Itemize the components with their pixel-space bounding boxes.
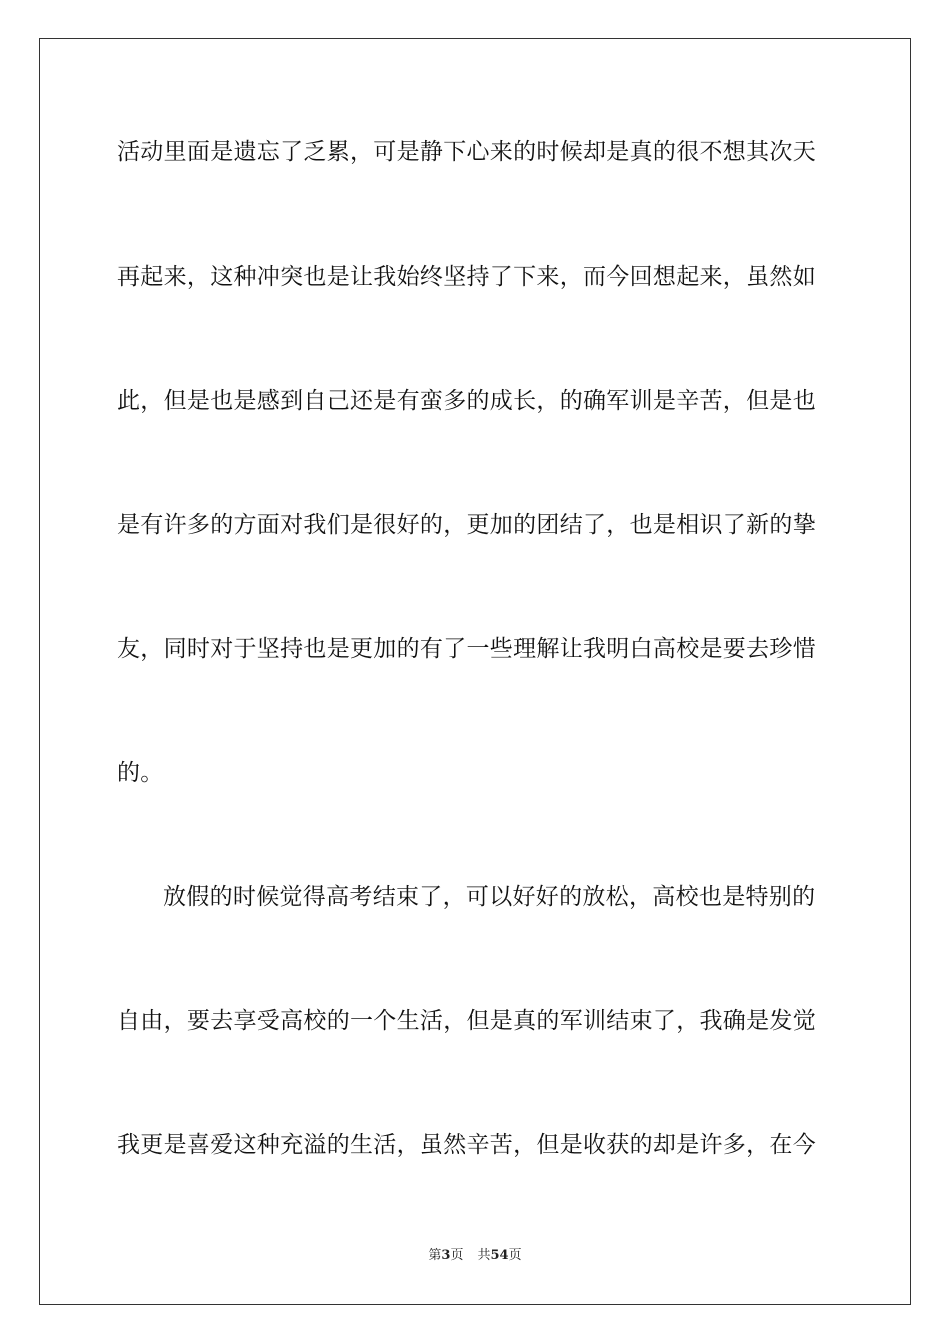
page-footer <box>0 1247 950 1265</box>
total-label-suffix: 页 <box>508 1248 522 1263</box>
body-text-line: 我更是喜爱这种充溢的生活，虽然辛苦，但是收获的却是许多，在今 <box>117 1132 816 1158</box>
body-text-line: 再起来，这种冲突也是让我始终坚持了下来，而今回想起来，虽然如 <box>117 264 816 290</box>
page-label-prefix: 第 <box>428 1248 442 1263</box>
total-label-prefix: 共 <box>477 1248 491 1263</box>
body-text-line: 的。 <box>117 760 164 786</box>
body-text-line: 活动里面是遗忘了乏累，可是静下心来的时候却是真的很不想其次天 <box>117 139 816 165</box>
body-text-line: 是有许多的方面对我们是很好的，更加的团结了，也是相识了新的挚 <box>117 512 816 538</box>
page-number: 3 <box>441 1248 451 1263</box>
body-text-line: 此，但是也是感到自己还是有蛮多的成长，的确军训是辛苦，但是也 <box>117 388 816 414</box>
body-text-line: 自由，要去享受高校的一个生活，但是真的军训结束了，我确是发觉 <box>117 1008 816 1034</box>
body-text-line: 友，同时对于坚持也是更加的有了一些理解让我明白高校是要去珍惜 <box>117 636 816 662</box>
page-label-suffix: 页 <box>450 1248 464 1263</box>
page-frame <box>39 38 911 1305</box>
body-text-line: 放假的时候觉得高考结束了，可以好好的放松，高校也是特别的 <box>163 884 816 910</box>
total-pages: 54 <box>490 1248 509 1263</box>
